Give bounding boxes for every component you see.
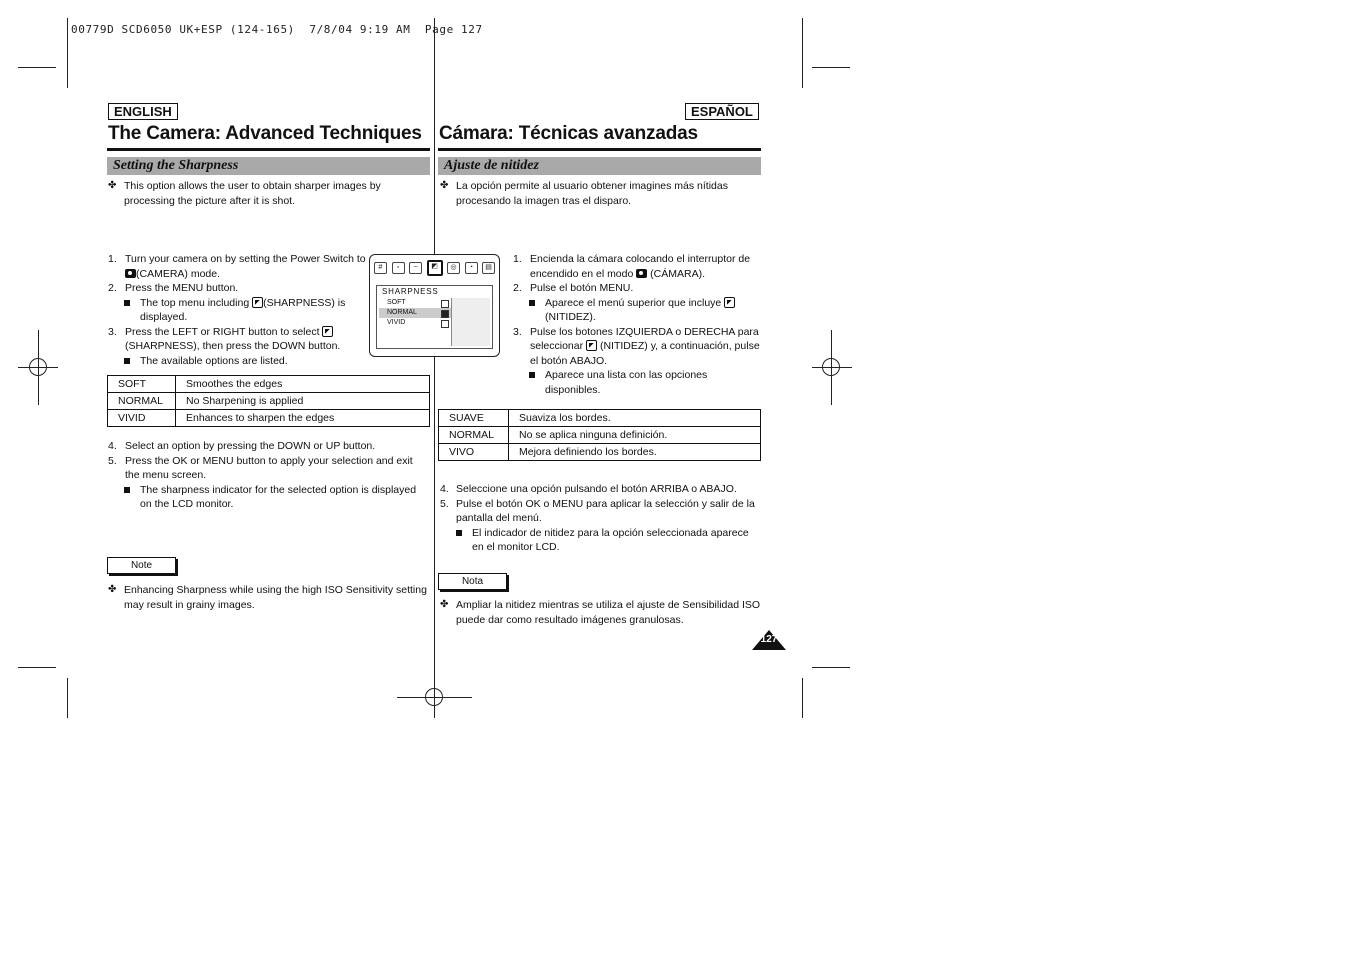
spanish-section-heading: Ajuste de nitidez: [438, 157, 761, 175]
page-number: 127: [760, 634, 778, 645]
sharpness-icon: [322, 326, 333, 337]
table-row: VIVO Mejora definiendo los bordes.: [439, 444, 761, 461]
registration-mark-bottom: [425, 688, 443, 706]
spanish-steps-continued: 4. Seleccione una opción pulsando el botón ARRIBA o ABAJO. 5. Pulse el botón OK o MENU para aplicar la selección y salir de la pantalla del menú. El indicador de nitidez para la opción seleccionada aparece en el monitor LCD.: [440, 483, 755, 553]
display-icon: ▤: [482, 262, 495, 274]
print-header: 00779D SCD6050 UK+ESP (124-165) 7/8/04 9:19 AM Page 127: [71, 23, 483, 36]
english-steps: 1. Turn your camera on by setting the Power Switch to (CAMERA) mode. 2. Press the MENU button. The top menu including (SHARPNESS) is displayed. 3. Press the LEFT or RIGHT button to select (SHARPNESS), then press the DOWN button. The available options are listed.: [108, 253, 366, 367]
spanish-note-label: Nota: [438, 573, 507, 590]
english-note-label: Note: [107, 557, 176, 574]
camera-icon: [636, 269, 647, 278]
english-steps-continued: 4. Select an option by pressing the DOWN or UP button. 5. Press the OK or MENU button to apply your selection and exit the menu screen. The sharpness indicator for the selected option is displayed on the LCD monitor.: [108, 440, 417, 510]
sharpness-icon: [724, 297, 735, 308]
spanish-steps: 1. Encienda la cámara colocando el interruptor de encendido en el modo (CÁMARA). 2. Pulse el botón MENU. Aparece el menú superior que incluye (NITIDEZ). 3. Pulse los botones IZQUIERDA o DERECHA para seleccionar (NITIDEZ) y, a continuación, pulse el botón ABAJO. Aparece una lista con las opciones disponibles.: [513, 253, 760, 396]
frame-icon: ▫: [392, 262, 405, 274]
english-title: The Camera: Advanced Techniques: [108, 123, 422, 144]
spanish-options-table: [438, 409, 761, 461]
sharpness-icon: [586, 340, 597, 351]
cross-bullet-icon: ✤: [108, 180, 117, 191]
registration-mark-left: [29, 358, 47, 376]
sharpness-icon: ◩: [427, 260, 443, 276]
camera-icon: ◎: [447, 262, 460, 274]
effect-icon: ~: [409, 262, 422, 274]
cross-bullet-icon: ✤: [440, 599, 449, 610]
english-options-table: [107, 375, 430, 427]
table-row: SOFT Smoothes the edges: [108, 376, 430, 393]
english-label: ENGLISH: [108, 103, 178, 120]
lcd-option-normal: NORMAL: [379, 308, 451, 318]
cross-bullet-icon: ✤: [108, 584, 117, 595]
cross-bullet-icon: ✤: [440, 180, 449, 191]
lcd-menu-title: SHARPNESS: [382, 287, 439, 296]
spanish-intro: ✤ La opción permite al usuario obtener imagines más nítidas procesando la imagen tras el disparo.: [440, 180, 728, 207]
camera-icon: [125, 269, 136, 278]
table-row: VIVID Enhances to sharpen the edges: [108, 410, 430, 427]
english-note: ✤ Enhancing Sharpness while using the high ISO Sensitivity setting may result in grainy images.: [108, 584, 427, 611]
english-section-heading: Setting the Sharpness: [107, 157, 430, 175]
grid-icon: #: [374, 262, 387, 274]
spanish-note: ✤ Ampliar la nitidez mientras se utiliza el ajuste de Sensibilidad ISO puede dar como resultado imágenes granulosas.: [440, 599, 761, 626]
english-intro: ✤ This option allows the user to obtain sharper images by processing the picture after it is shot.: [108, 180, 381, 207]
sharpness-icon: [252, 297, 263, 308]
table-row: SUAVE Suaviza los bordes.: [439, 410, 761, 427]
table-row: NORMAL No se aplica ninguna definición.: [439, 427, 761, 444]
lcd-option-vivid: VIVID: [379, 318, 451, 328]
spanish-title: Cámara: Técnicas avanzadas: [439, 123, 698, 144]
lcd-option-soft: SOFT: [379, 298, 451, 308]
timer-icon: ◔: [465, 262, 478, 274]
registration-mark-right: [822, 358, 840, 376]
lcd-menu-illustration: [369, 254, 500, 357]
spanish-label: ESPAÑOL: [685, 103, 759, 120]
table-row: NORMAL No Sharpening is applied: [108, 393, 430, 410]
